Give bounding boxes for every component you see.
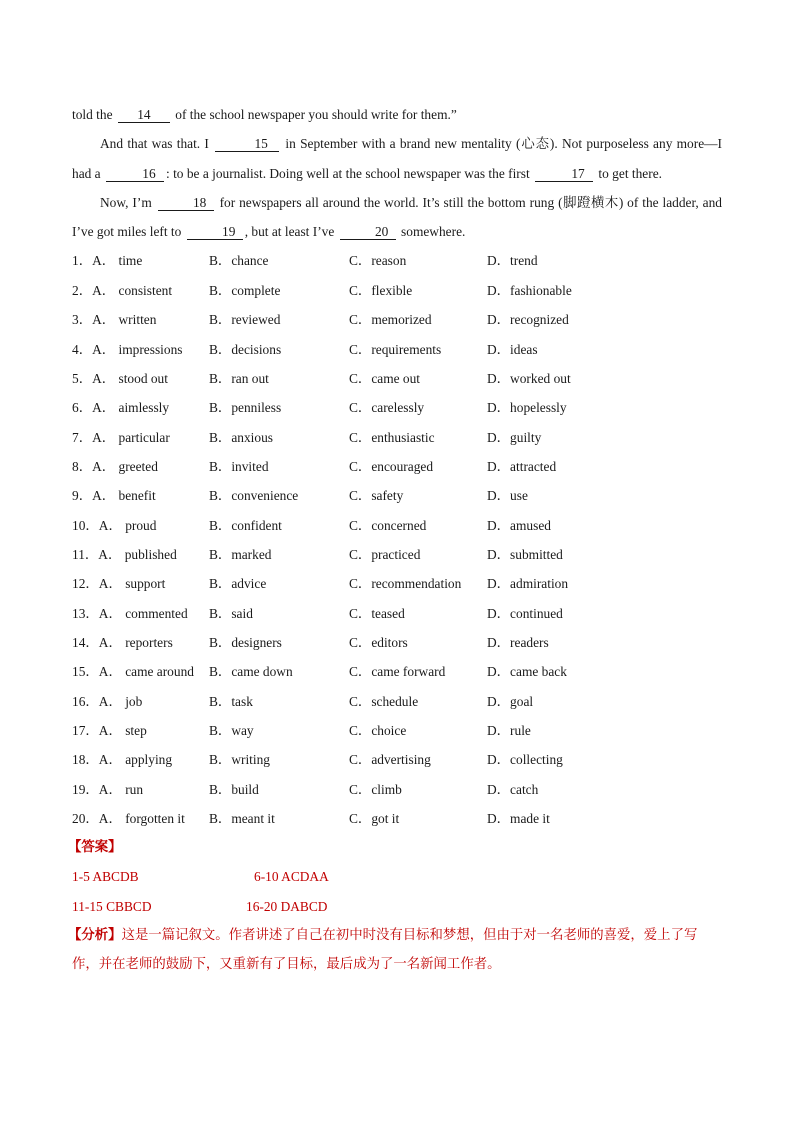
question-row [72,775,722,804]
answer-heading: 【答案】 [68,840,122,856]
question-option-c: C．safety [349,488,404,504]
question-option-b: B．build [209,781,259,797]
document-page [68,100,723,980]
question-option-b: B．meant it [209,811,275,827]
question-row [72,481,722,510]
question-option-d: D．submitted [487,546,563,562]
question-option-c: C．concerned [349,517,427,533]
question-option-a: 18．A． applying [72,752,173,768]
question-row [72,687,722,716]
question-option-c: C．recommendation [349,576,462,592]
question-option-b: B．advice [209,576,267,592]
question-option-b: B．confident [209,517,282,533]
question-option-d: D．readers [487,634,549,650]
passage-paragraph-2 [72,129,722,188]
question-option-b: B．convenience [209,488,299,504]
passage-paragraph-1 [72,100,722,129]
question-option-c: C．climb [349,781,402,797]
text-span: of the school newspaper you should write for them.” [175,107,457,122]
question-option-b: B．chance [209,253,269,269]
question-option-b: B．decisions [209,341,282,357]
question-row [72,276,722,305]
question-option-d: D．recognized [487,312,569,328]
blank-19: 19 [187,224,243,240]
answer-row [72,862,722,891]
question-option-a: 14．A． reporters [72,634,173,650]
question-option-d: D．made it [487,811,550,827]
question-row [72,246,722,275]
text-span: : to be a journalist. Doing well at the school newspaper was the first [166,165,530,181]
blank-14: 14 [118,107,170,123]
question-option-d: D．admiration [487,576,569,592]
question-option-a: 16．A． job [72,693,143,709]
question-option-a: 13．A． commented [72,605,188,621]
question-option-c: C．choice [349,722,407,738]
answer-left: 11-15 CBBCD [72,898,152,914]
question-option-d: D．worked out [487,370,571,386]
question-option-c: C．memorized [349,312,432,328]
question-option-d: D．rule [487,722,531,738]
question-option-b: B．marked [209,546,272,562]
question-option-c: C．encouraged [349,458,434,474]
blank-18: 18 [158,195,214,211]
question-option-a: 4．A． impressions [72,341,183,357]
question-option-d: D．came back [487,664,567,680]
question-option-a: 11．A． published [72,546,177,562]
question-option-c: C．schedule [349,693,419,709]
blank-16: 16 [106,166,164,182]
question-option-b: B．anxious [209,429,273,445]
answer-row [72,892,722,921]
question-option-c: C．practiced [349,546,421,562]
question-row [72,569,722,598]
question-option-a: 10．A． proud [72,517,157,533]
question-option-b: B．said [209,605,253,621]
question-row [72,804,722,833]
question-option-a: 9．A． benefit [72,488,156,504]
blank-15: 15 [215,136,279,152]
passage-paragraph-3 [72,188,722,247]
question-option-a: 15．A． came around [72,664,194,680]
question-option-b: B．reviewed [209,312,281,328]
answer-right: 16-20 DABCD [246,898,328,914]
question-option-a: 5．A． stood out [72,370,168,386]
question-option-b: B．invited [209,458,269,474]
question-option-b: B．writing [209,752,271,768]
text-span: , but at least I’ve [244,224,335,240]
question-row [72,393,722,422]
text-span: to get there. [598,165,663,181]
question-option-d: D．trend [487,253,538,269]
question-row [72,628,722,657]
question-option-c: C．enthusiastic [349,429,435,445]
text-span: somewhere. [401,224,466,240]
question-option-a: 12．A． support [72,576,166,592]
question-option-b: B．came down [209,664,293,680]
question-option-b: B．designers [209,634,282,650]
blank-17: 17 [535,166,593,182]
question-option-d: D．amused [487,517,551,533]
question-row [72,745,722,774]
question-option-c: C．came forward [349,664,446,680]
answer-left: 1-5 ABCDB [72,869,139,885]
question-option-a: 2．A． consistent [72,282,173,298]
question-option-c: C．reason [349,253,407,269]
question-option-d: D．goal [487,693,534,709]
question-option-c: C．requirements [349,341,442,357]
question-row [72,452,722,481]
question-option-b: B．complete [209,282,281,298]
answer-right: 6-10 ACDAA [254,869,329,885]
question-option-c: C．came out [349,370,421,386]
question-row [72,511,722,540]
question-row [72,335,722,364]
question-row [72,657,722,686]
question-option-a: 19．A． run [72,781,144,797]
question-option-b: B．task [209,693,253,709]
text-span: told the [72,107,113,122]
question-option-d: D．use [487,488,528,504]
question-option-a: 3．A． written [72,312,157,328]
question-option-d: D．attracted [487,458,557,474]
question-option-c: C．got it [349,811,400,827]
question-option-b: B．penniless [209,400,282,416]
question-option-a: 6．A． aimlessly [72,400,170,416]
question-option-d: D．continued [487,605,563,621]
analysis-tag: 【分析】 [68,927,122,943]
question-option-d: D．guilty [487,429,542,445]
question-option-c: C．teased [349,605,405,621]
question-option-d: D．fashionable [487,282,572,298]
question-row [72,716,722,745]
question-option-a: 17．A． step [72,722,147,738]
blank-20: 20 [340,224,396,240]
question-row [72,423,722,452]
question-option-b: B．ran out [209,370,269,386]
text-span: for newspapers all around the world. It’s still the bottom rung (脚蹬横木) of the ladder, and I’ve got miles left to [72,194,722,240]
question-option-c: C．carelessly [349,400,425,416]
question-option-d: D．ideas [487,341,538,357]
question-option-a: 7．A． particular [72,429,170,445]
question-option-c: C．advertising [349,752,431,768]
question-option-d: D．catch [487,781,539,797]
question-option-a: 8．A． greeted [72,458,158,474]
text-span: And that was that. I [100,136,209,152]
question-option-a: 20．A． forgotten it [72,811,185,827]
question-row [72,305,722,334]
question-option-c: C．editors [349,634,408,650]
question-option-d: D．hopelessly [487,400,567,416]
question-row [72,599,722,628]
analysis-text: 这是一篇记叙文。作者讲述了自己在初中时没有目标和梦想，但由于对一名老师的喜爱，爱上了写作，并在老师的鼓励下，又重新有了目标，最后成为了一名新闻工作者。 [72,927,698,973]
question-option-a: 1．A． time [72,253,143,269]
question-option-c: C．flexible [349,282,413,298]
text-span: Now, I’m [100,194,152,210]
question-option-b: B．way [209,722,254,738]
analysis-paragraph [68,921,722,980]
question-option-d: D．collecting [487,752,563,768]
question-row [72,364,722,393]
text-span: in September with a brand new mentality (心态). Not purposeless any more—I had a [72,136,723,181]
question-options-list [72,246,722,833]
question-row [72,540,722,569]
